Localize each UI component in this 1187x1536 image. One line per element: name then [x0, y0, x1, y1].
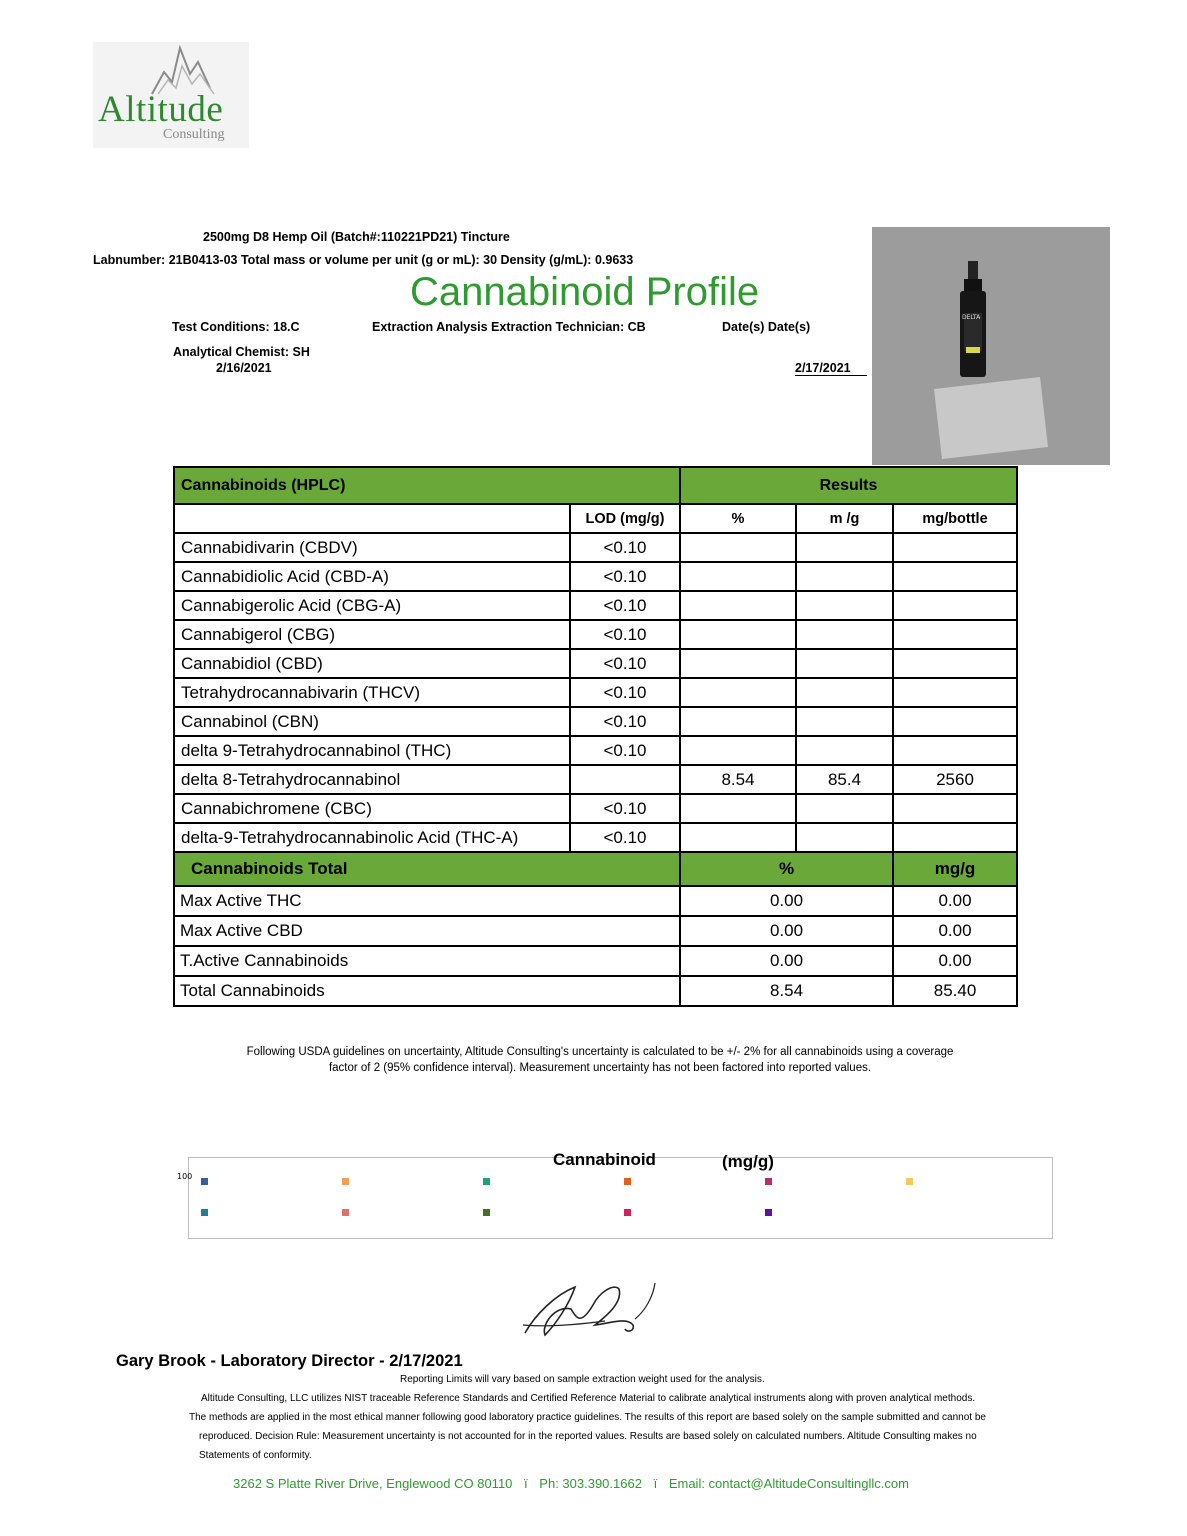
extraction-info: Extraction Analysis Extraction Technician: CB: [372, 320, 646, 334]
footer-contact: [233, 1476, 909, 1491]
total-mg-g: 0.00: [893, 886, 1017, 916]
totals-mg-g-header: mg/g: [893, 852, 1017, 886]
total-pct: 8.54: [680, 976, 893, 1006]
pct-value: [680, 678, 796, 707]
legend-marker: [906, 1178, 913, 1185]
director-signature: [515, 1275, 665, 1345]
lod-value: <0.10: [570, 562, 680, 591]
legend-marker: [624, 1178, 631, 1185]
table-row: [174, 678, 1017, 707]
product-bottle-image: [872, 227, 1110, 465]
analyte-name: Cannabigerol (CBG): [174, 620, 570, 649]
table-row: [174, 707, 1017, 736]
uncertainty-note: [200, 1044, 1000, 1076]
pct-value: [680, 736, 796, 765]
analyte-name: delta-9-Tetrahydrocannabinolic Acid (THC-A): [174, 823, 570, 852]
table-header-row: [174, 467, 1017, 504]
footer-email: Email: contact@AltitudeConsultingllc.com: [668, 1476, 909, 1491]
mg-bottle-value: [893, 736, 1017, 765]
footer-phone: Ph: 303.390.1662: [539, 1476, 642, 1491]
uncertainty-line-1: Following USDA guidelines on uncertainty, Altitude Consulting's uncertainty is calculated to be +/- 2% for all cannabinoids using a coverage: [246, 1046, 954, 1058]
mg-bottle-value: [893, 533, 1017, 562]
mg-bottle-value: [893, 678, 1017, 707]
pct-value: [680, 562, 796, 591]
test-conditions: Test Conditions: 18.C: [172, 320, 300, 334]
table-row: [174, 591, 1017, 620]
totals-header-label: Cannabinoids Total: [174, 852, 680, 886]
dates-label: Date(s) Date(s): [722, 320, 811, 334]
table-row: [174, 794, 1017, 823]
footer-address: 3262 S Platte River Drive, Englewood CO 80110: [233, 1476, 513, 1491]
logo-subtitle: Consulting: [163, 127, 225, 142]
mg-bottle-value: [893, 562, 1017, 591]
footer-separator: ï: [524, 1476, 528, 1491]
legend-marker: [483, 1178, 490, 1185]
lod-value: <0.10: [570, 620, 680, 649]
legend-marker: [201, 1209, 208, 1216]
mg-g-value: [796, 562, 893, 591]
mg-g-value: [796, 649, 893, 678]
hplc-header: Cannabinoids (HPLC): [174, 467, 680, 504]
results-header: Results: [680, 467, 1017, 504]
mg-g-value: [796, 794, 893, 823]
legend-marker: [765, 1178, 772, 1185]
total-pct: 0.00: [680, 886, 893, 916]
cannabinoid-results-table: [173, 466, 1018, 1007]
analyte-name: Cannabidiolic Acid (CBD-A): [174, 562, 570, 591]
legend-marker: [201, 1178, 208, 1185]
table-row: [174, 765, 1017, 794]
mg-g-value: [796, 591, 893, 620]
table-row: [174, 562, 1017, 591]
lod-value: <0.10: [570, 794, 680, 823]
date-left: 2/16/2021: [216, 361, 272, 375]
mg-g-header: m /g: [796, 504, 893, 533]
logo-wordmark: Altitude: [98, 89, 224, 130]
pct-value: [680, 707, 796, 736]
mg-g-value: [796, 533, 893, 562]
footer-separator: ï: [653, 1476, 658, 1491]
table-row: [174, 736, 1017, 765]
fine-print-2: Altitude Consulting, LLC utilizes NIST traceable Reference Standards and Certified Reference Material to calibrate analytical instruments along with proven analytical methods.: [201, 1393, 976, 1404]
page-title: Cannabinoid Profile: [410, 270, 760, 314]
totals-pct-header: %: [680, 852, 893, 886]
date-right: 2/17/2021: [795, 361, 867, 376]
lab-line: Labnumber: 21B0413-03 Total mass or volume per unit (g or mL): 30 Density (g/mL): 0.9633: [93, 253, 634, 267]
mg-bottle-header: mg/bottle: [893, 504, 1017, 533]
total-mg-g: 0.00: [893, 946, 1017, 976]
mg-g-value: [796, 678, 893, 707]
legend-marker: [483, 1209, 490, 1216]
total-name: Max Active THC: [174, 886, 680, 916]
legend-marker: [342, 1178, 349, 1185]
total-row: [174, 976, 1017, 1006]
analyte-name: Cannabinol (CBN): [174, 707, 570, 736]
mg-bottle-value: [893, 794, 1017, 823]
chart-title: Cannabinoid: [553, 1150, 656, 1169]
pct-value: [680, 620, 796, 649]
chart-ytick: 100: [177, 1172, 193, 1181]
total-pct: 0.00: [680, 916, 893, 946]
mg-g-value: 85.4: [796, 765, 893, 794]
lod-header: LOD (mg/g): [570, 504, 680, 533]
table-row: [174, 649, 1017, 678]
blank-header-cell: [174, 504, 570, 533]
total-name: Total Cannabinoids: [174, 976, 680, 1006]
mg-bottle-value: [893, 707, 1017, 736]
legend-marker: [765, 1209, 772, 1216]
fine-print-4: reproduced. Decision Rule: Measurement uncertainty is not accounted for in the reported values. Results are based solely on calculated numbers. Altitude Consulting makes no: [199, 1431, 977, 1442]
total-row: [174, 916, 1017, 946]
lod-value: <0.10: [570, 823, 680, 852]
analyte-name: Cannabidivarin (CBDV): [174, 533, 570, 562]
total-mg-g: 85.40: [893, 976, 1017, 1006]
svg-text:DELTA: DELTA: [962, 314, 981, 321]
total-pct: 0.00: [680, 946, 893, 976]
lod-value: <0.10: [570, 736, 680, 765]
fine-print-5: Statements of conformity.: [199, 1450, 312, 1461]
lod-value: <0.10: [570, 533, 680, 562]
pct-value: 8.54: [680, 765, 796, 794]
lod-value: <0.10: [570, 591, 680, 620]
product-photo: [872, 227, 1110, 465]
mg-g-value: [796, 620, 893, 649]
mg-g-value: [796, 707, 893, 736]
pct-value: [680, 794, 796, 823]
fine-print-1: Reporting Limits will vary based on sample extraction weight used for the analysis.: [400, 1374, 765, 1385]
legend-marker: [624, 1209, 631, 1216]
mg-g-value: [796, 823, 893, 852]
pct-value: [680, 823, 796, 852]
mg-bottle-value: [893, 620, 1017, 649]
total-mg-g: 0.00: [893, 916, 1017, 946]
total-name: T.Active Cannabinoids: [174, 946, 680, 976]
column-header-row: [174, 504, 1017, 533]
mg-g-value: [796, 736, 893, 765]
product-line: 2500mg D8 Hemp Oil (Batch#:110221PD21) Tincture: [203, 230, 510, 244]
totals-header-row: [174, 852, 1017, 886]
mg-bottle-value: 2560: [893, 765, 1017, 794]
analyte-name: Cannabichromene (CBC): [174, 794, 570, 823]
pct-value: [680, 591, 796, 620]
analyte-name: Cannabidiol (CBD): [174, 649, 570, 678]
table-row: [174, 620, 1017, 649]
lod-value: <0.10: [570, 678, 680, 707]
analyte-name: Tetrahydrocannabivarin (THCV): [174, 678, 570, 707]
analyte-name: delta 8-Tetrahydrocannabinol: [174, 765, 570, 794]
pct-value: [680, 649, 796, 678]
pct-header: %: [680, 504, 796, 533]
mg-bottle-value: [893, 823, 1017, 852]
lod-value: <0.10: [570, 707, 680, 736]
analytical-chemist: Analytical Chemist: SH: [173, 345, 310, 359]
chart-legend: [170, 1168, 930, 1228]
legend-marker: [342, 1209, 349, 1216]
chart-unit-label: (mg/g): [722, 1152, 774, 1171]
analyte-name: delta 9-Tetrahydrocannabinol (THC): [174, 736, 570, 765]
lod-value: <0.10: [570, 649, 680, 678]
total-row: [174, 946, 1017, 976]
total-name: Max Active CBD: [174, 916, 680, 946]
director-signoff: Gary Brook - Laboratory Director - 2/17/2021: [116, 1352, 463, 1370]
table-row: [174, 533, 1017, 562]
analyte-name: Cannabigerolic Acid (CBG-A): [174, 591, 570, 620]
total-row: [174, 886, 1017, 916]
fine-print-3: The methods are applied in the most ethical manner following good laboratory practice guidelines. The results of this report are based solely on the sample submitted and cannot be: [189, 1412, 986, 1423]
mg-bottle-value: [893, 591, 1017, 620]
uncertainty-line-2: factor of 2 (95% confidence interval). Measurement uncertainty has not been factored into reported values.: [328, 1062, 872, 1074]
lod-value: [570, 765, 680, 794]
table-row: [174, 823, 1017, 852]
mg-bottle-value: [893, 649, 1017, 678]
pct-value: [680, 533, 796, 562]
